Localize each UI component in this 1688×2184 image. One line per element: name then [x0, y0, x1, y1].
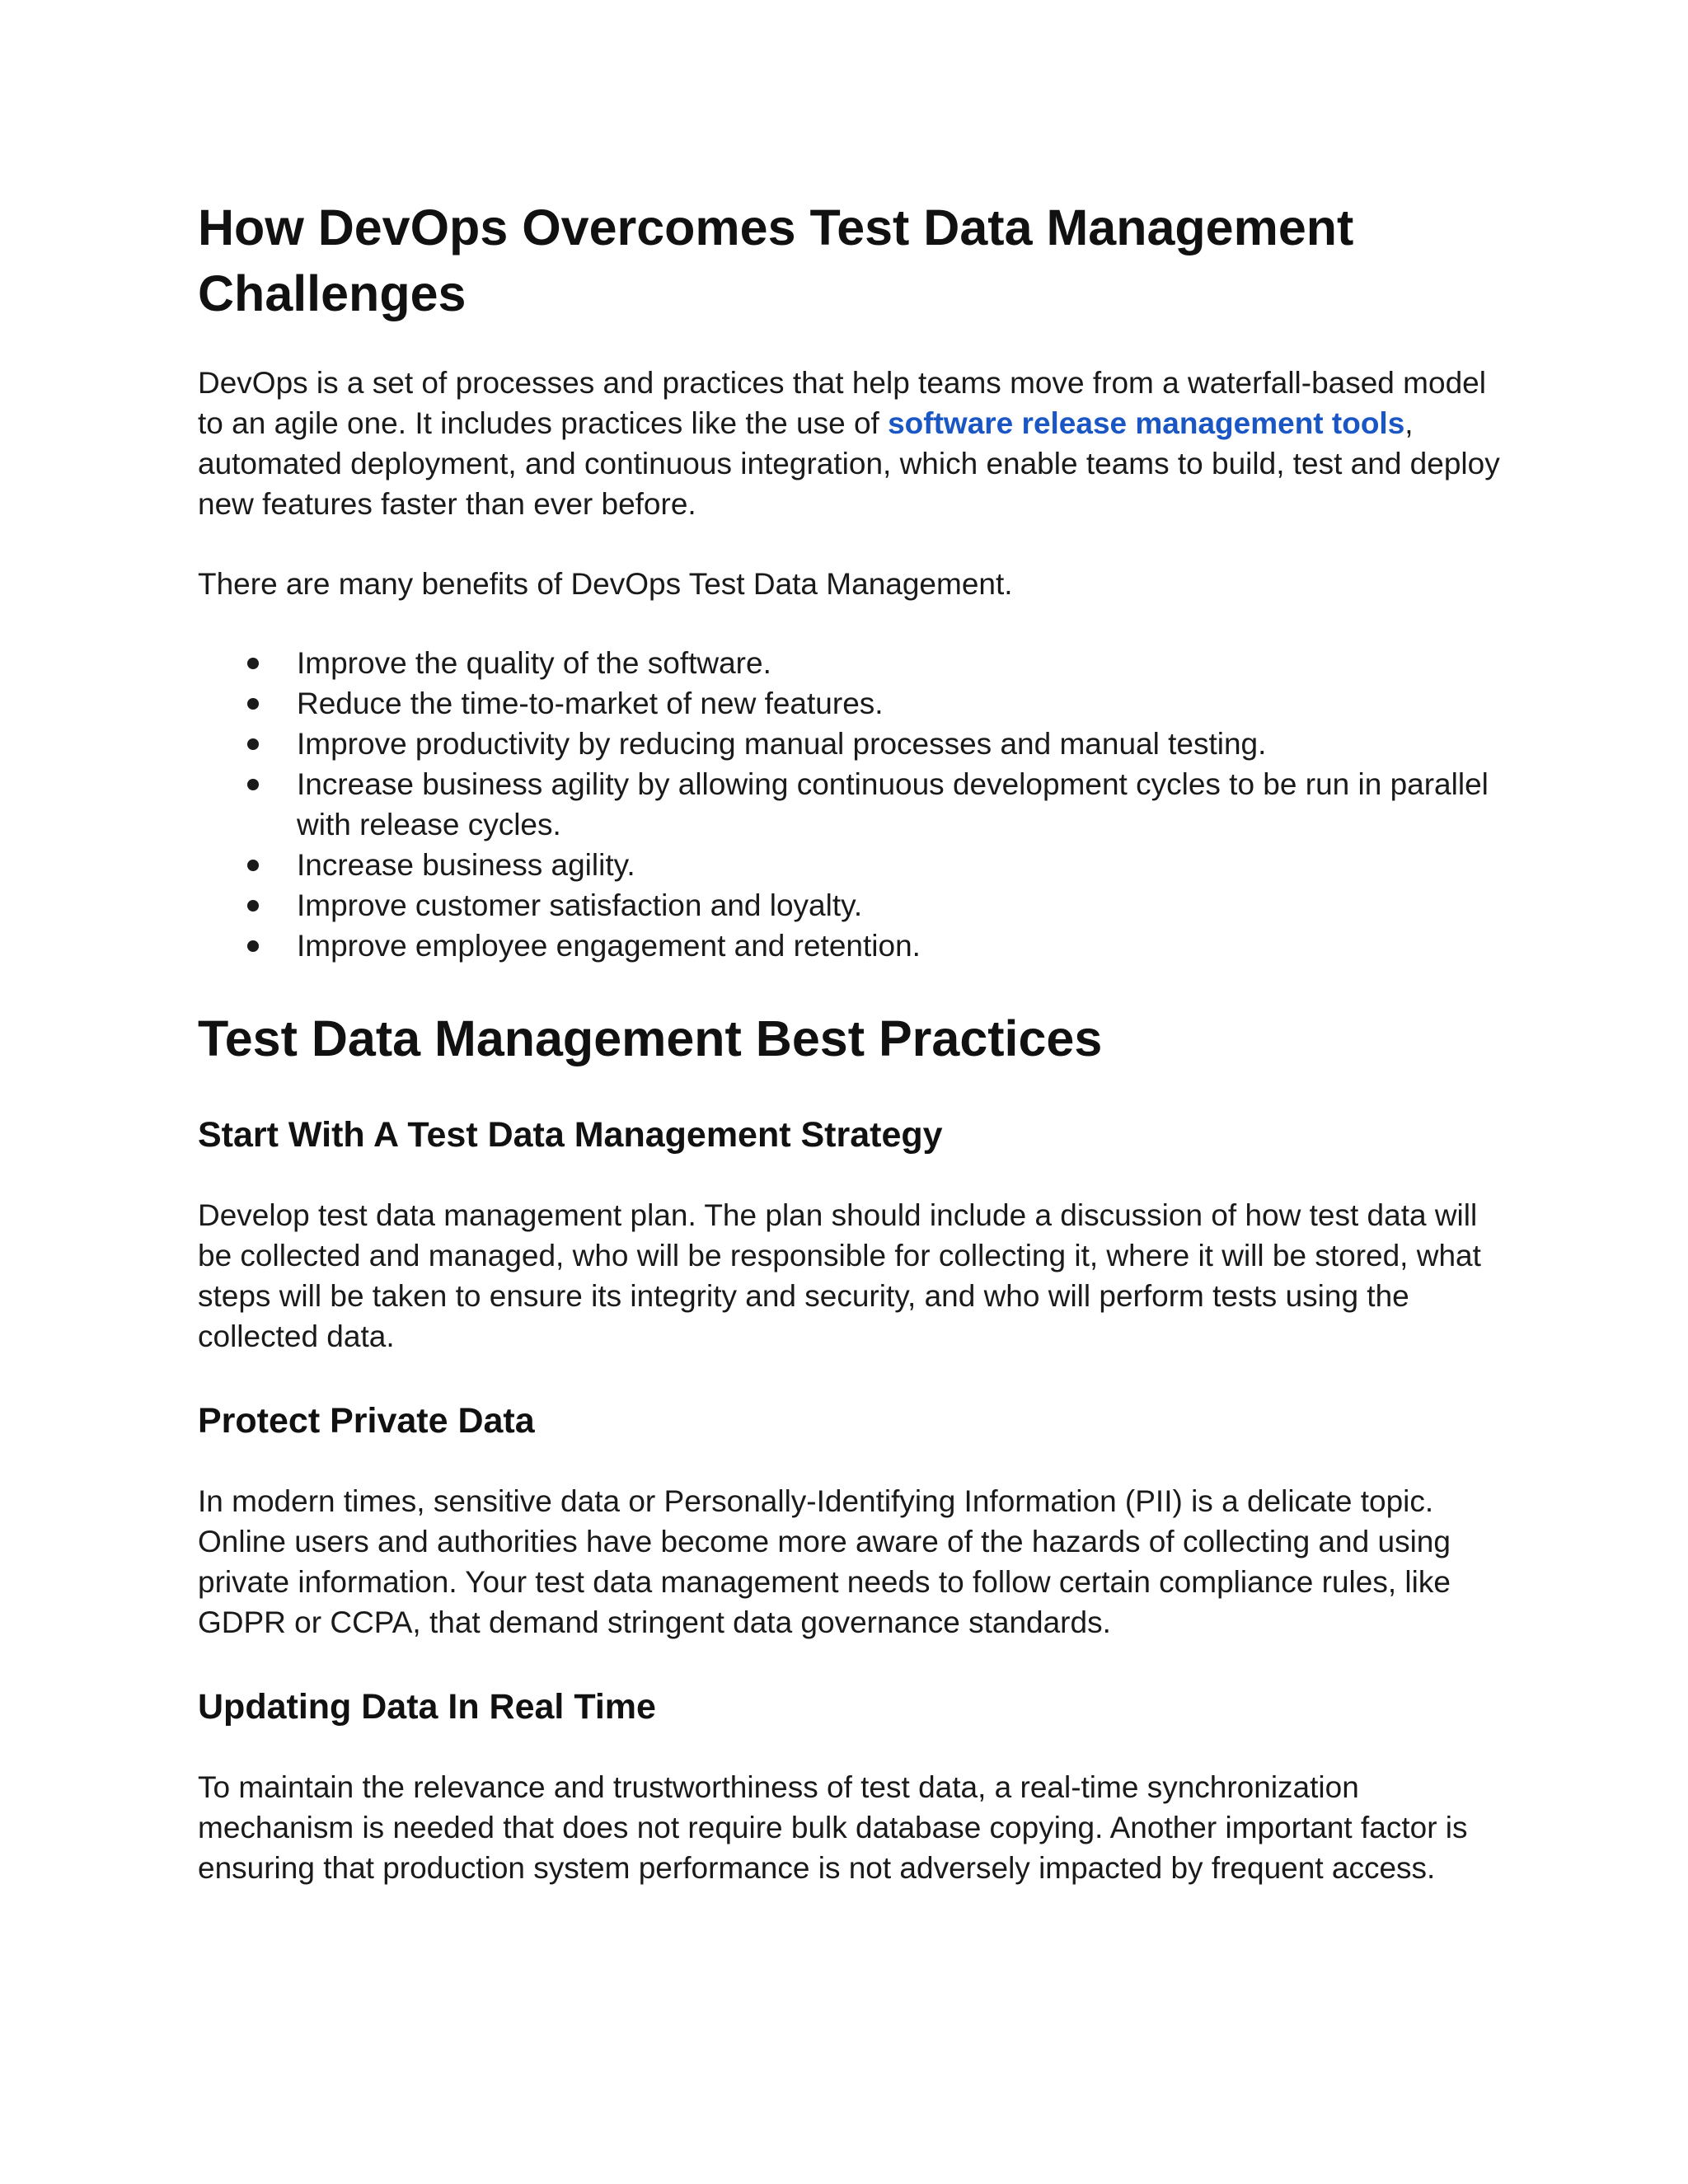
list-item	[198, 926, 1500, 966]
subsection-heading-strategy: Start With A Test Data Management Strategy	[198, 1115, 943, 1155]
subsection-body-private-data: In modern times, sensitive data or Personally-Identifying Information (PII) is a delicate topic. Online users and authorities have become more aware of the hazards of collecting and using private information. Your test data management needs to follow certain compliance rules, like GDPR or CCPA, that demand stringent data governance standards.	[198, 1484, 1451, 1639]
bullet-icon	[247, 779, 259, 790]
subsection-heading-private-data: Protect Private Data	[198, 1401, 535, 1441]
bullet-icon	[247, 698, 259, 710]
bullet-icon	[247, 860, 259, 871]
list-item-text: Improve the quality of the software.	[297, 646, 771, 680]
intro-paragraph	[198, 363, 1500, 524]
list-item-text: Increase business agility.	[297, 848, 635, 882]
list-item-text: Improve customer satisfaction and loyalty.	[297, 888, 863, 922]
intro-text-after-link: , automated deployment, and continuous integration, which enable teams to build, test and deploy new features faster than ever before.	[198, 406, 1500, 521]
benefits-list	[198, 643, 1500, 966]
list-item	[198, 643, 1500, 683]
list-item	[198, 845, 1500, 885]
list-item-text: Increase business agility by allowing continuous development cycles to be run in parallel with release cycles.	[297, 767, 1489, 841]
bullet-icon	[247, 940, 259, 952]
subsection-heading-real-time: Updating Data In Real Time	[198, 1687, 656, 1727]
bullet-icon	[247, 738, 259, 750]
bullet-icon	[247, 658, 259, 669]
subsection-body-real-time: To maintain the relevance and trustworthiness of test data, a real-time synchronization mechanism is needed that does not require bulk database copying. Another important factor is ensuring that production system performance is not adversely impacted by frequent access.	[198, 1770, 1468, 1885]
document-title: How DevOps Overcomes Test Data Management Challenges	[198, 199, 1354, 321]
benefits-intro-paragraph: There are many benefits of DevOps Test Data Management.	[198, 567, 1013, 601]
bullet-icon	[247, 900, 259, 912]
list-item-text: Improve productivity by reducing manual processes and manual testing.	[297, 727, 1267, 761]
list-item	[198, 683, 1500, 724]
section-title: Test Data Management Best Practices	[198, 1010, 1103, 1066]
subsection-body-strategy: Develop test data management plan. The plan should include a discussion of how test data will be collected and managed, who will be responsible for collecting it, where it will be stored, what steps will be taken to ensure its integrity and security, and who will perform tests using the collected data.	[198, 1198, 1481, 1353]
list-item-text: Reduce the time-to-market of new features.	[297, 687, 884, 720]
intro-text-before-link: DevOps is a set of processes and practices that help teams move from a waterfall-based model to an agile one. It includes practices like the use of	[198, 366, 1486, 440]
list-item-text: Improve employee engagement and retention.	[297, 929, 921, 963]
list-item	[198, 885, 1500, 926]
list-item	[198, 724, 1500, 764]
software-release-management-tools-link[interactable]: software release management tools	[888, 406, 1405, 440]
list-item	[198, 764, 1500, 845]
